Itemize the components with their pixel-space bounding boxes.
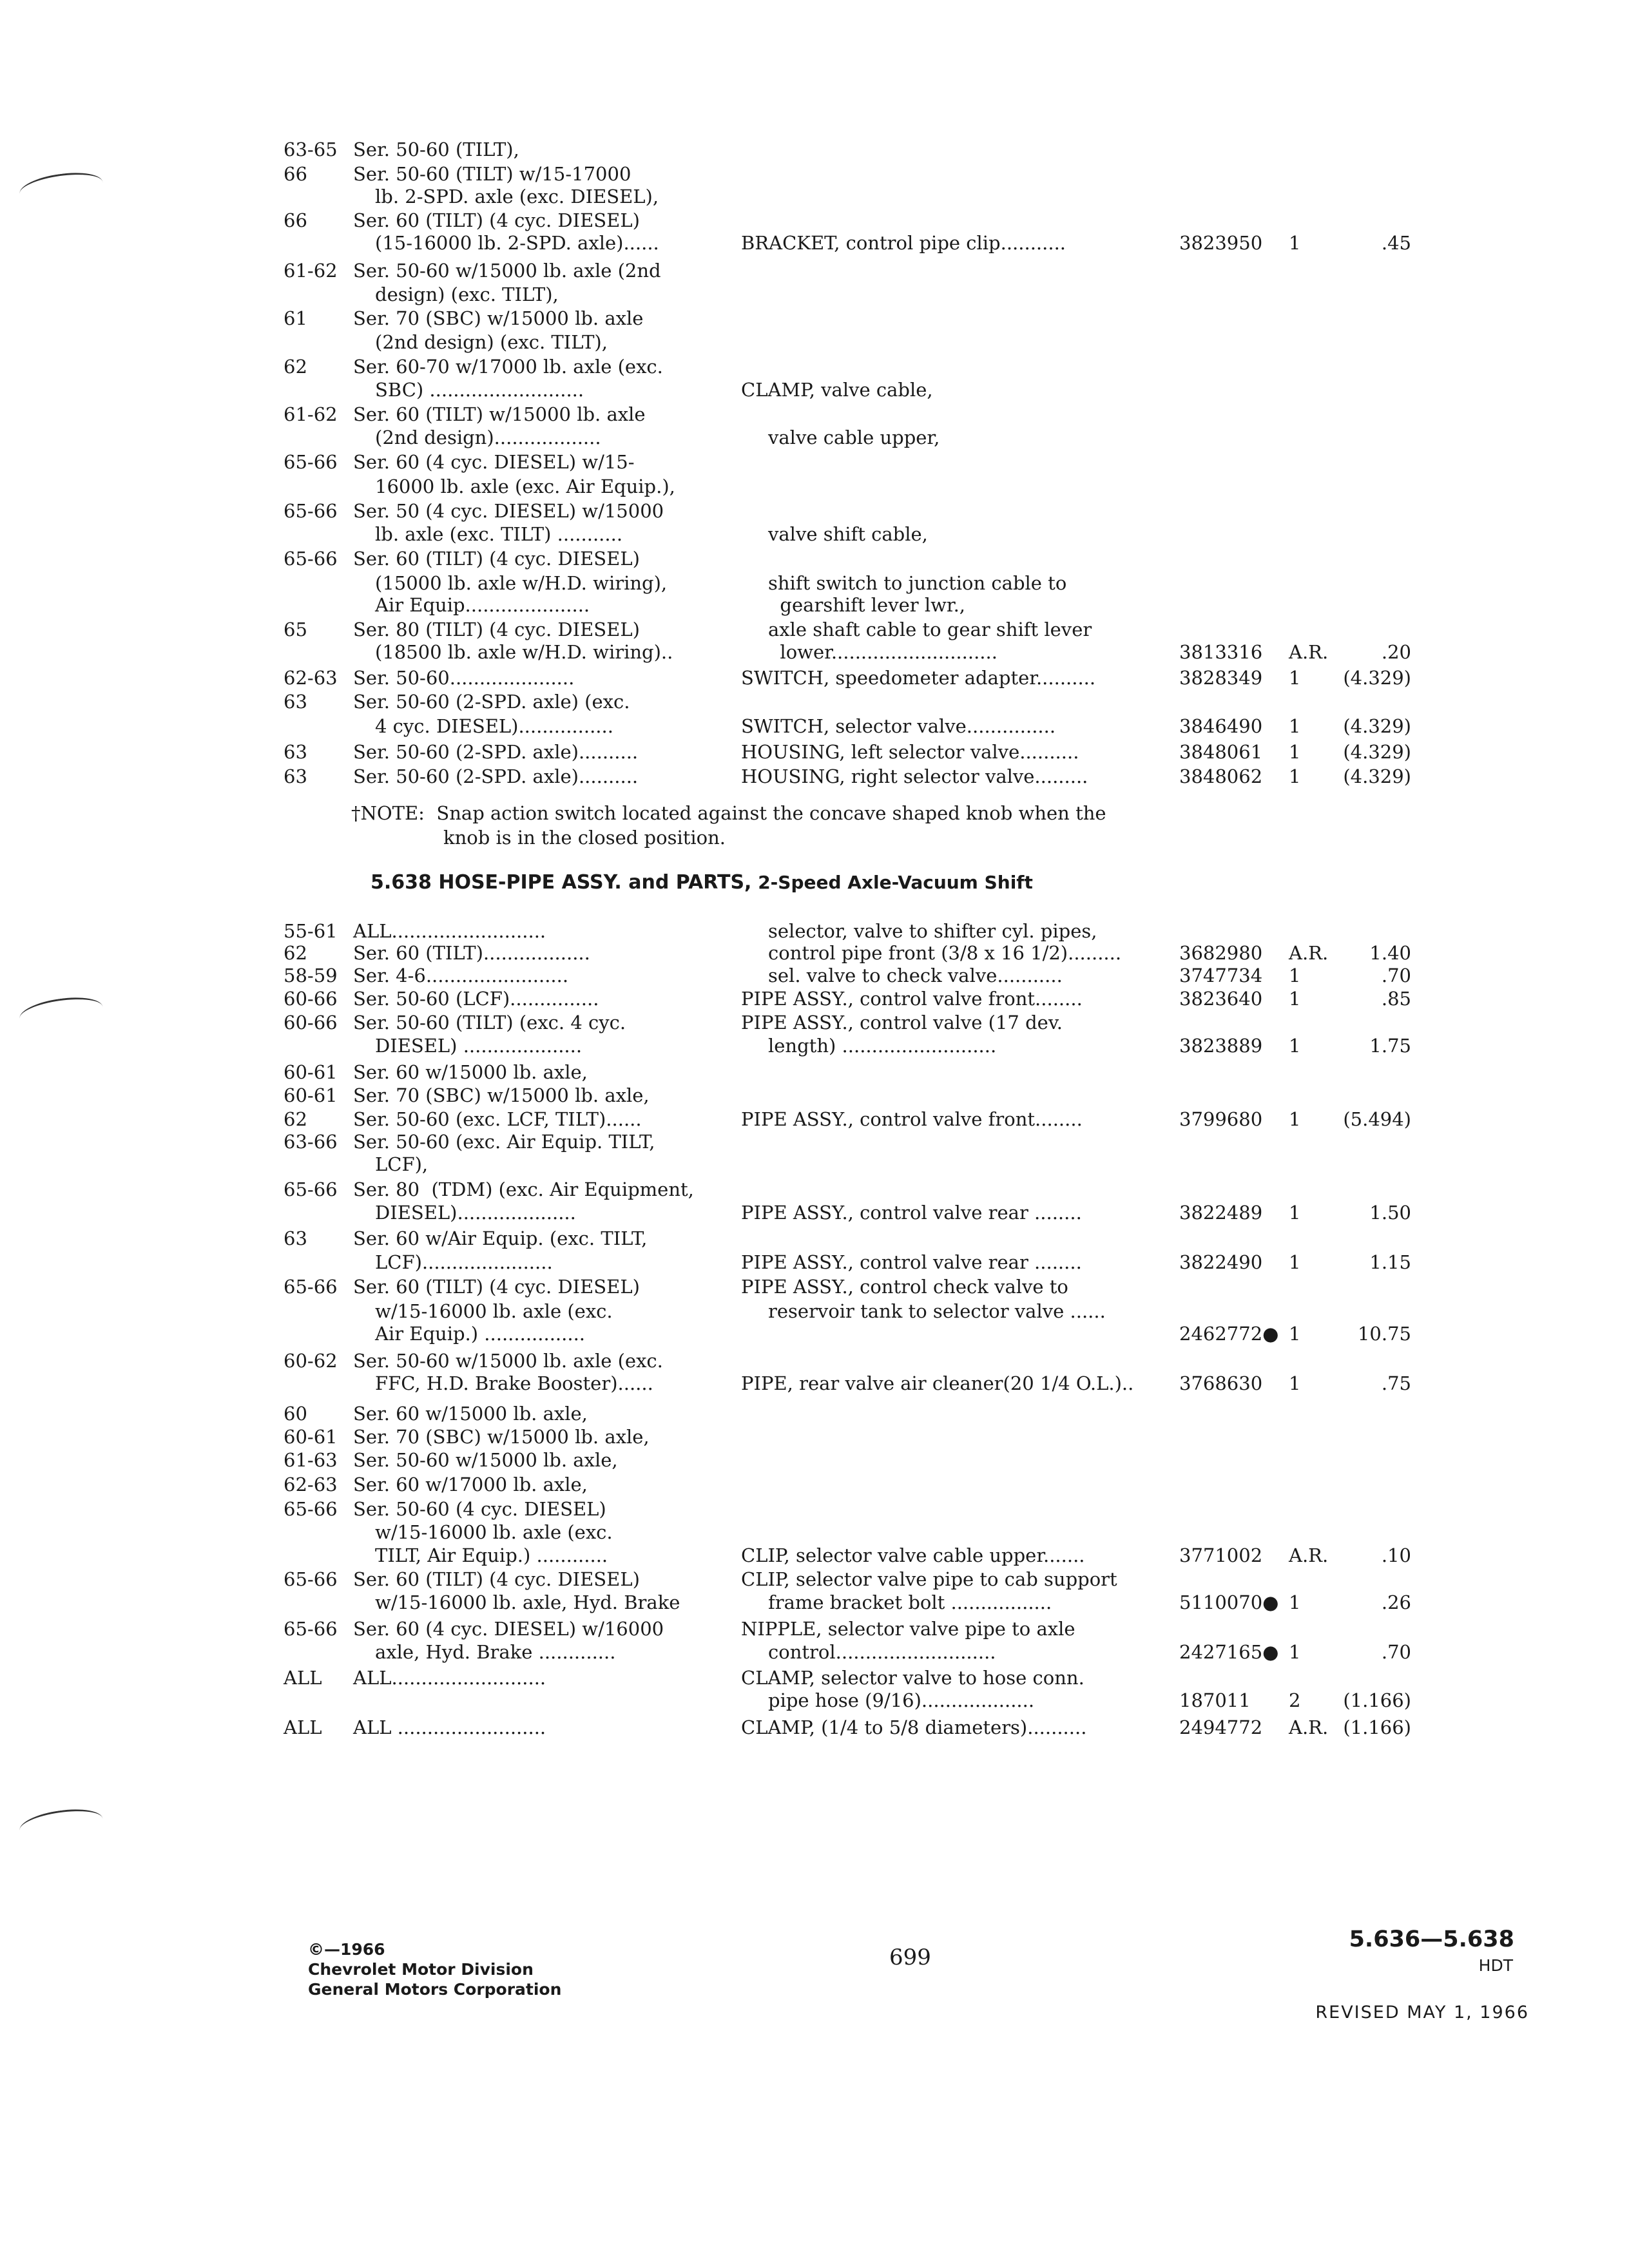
revised-date: REVISED MAY 1, 1966 [1315,2003,1529,2023]
application-cell: lb. axle (exc. TILT) ........... [375,523,623,545]
application-cell: Ser. 50-60 (TILT) (exc. 4 cyc. [353,1012,626,1033]
description-cell: CLAMP, valve cable, [741,379,933,401]
quantity-cell: A.R. [1289,1716,1329,1738]
application-cell: Ser. 50-60 w/15000 lb. axle (2nd [353,260,661,282]
application-cell: Ser. 60 (TILT) (4 cyc. DIESEL) [353,548,640,570]
year-cell: 62 [284,356,307,378]
price-cell: 1.40 [1369,942,1411,964]
year-cell: 62-63 [284,1474,338,1495]
part-number-cell: 2494772 [1179,1716,1263,1738]
year-cell: 63 [284,741,307,763]
year-cell: 65-66 [284,451,338,473]
year-cell: ALL [284,1716,322,1738]
application-cell: (2nd design).................. [375,427,601,448]
part-number-cell: 3846490 [1179,715,1263,737]
description-cell: valve shift cable, [768,523,928,545]
price-cell: (4.329) [1343,715,1411,737]
application-cell: LCF)...................... [375,1251,553,1273]
quantity-cell: A.R. [1289,641,1329,663]
year-cell: 60-62 [284,1350,338,1372]
price-cell: .70 [1381,1641,1411,1663]
application-cell: Ser. 60 (TILT) (4 cyc. DIESEL) [353,209,640,231]
part-number-cell: 3828349 [1179,667,1263,689]
description-cell: CLIP, selector valve pipe to cab support [741,1568,1117,1590]
application-cell: Ser. 60 w/Air Equip. (exc. TILT, [353,1227,648,1249]
application-cell: ALL.......................... [353,920,546,942]
margin-mark [18,993,105,1032]
description-cell: SWITCH, selector valve............... [741,715,1056,737]
application-cell: Ser. 60 w/17000 lb. axle, [353,1474,588,1495]
part-number-cell: 3848062 [1179,765,1263,787]
application-cell: Ser. 60 (TILT) (4 cyc. DIESEL) [353,1276,640,1298]
application-cell: Ser. 70 (SBC) w/15000 lb. axle, [353,1084,650,1106]
application-cell: Ser. 80 (TDM) (exc. Air Equipment, [353,1178,694,1200]
quantity-cell: 1 [1289,965,1301,986]
application-cell: (15-16000 lb. 2-SPD. axle)...... [375,232,659,254]
note-line-2: knob is in the closed position. [443,827,726,849]
description-cell: axle shaft cable to gear shift lever [768,619,1092,640]
description-cell: PIPE, rear valve air cleaner(20 1/4 O.L.).. [741,1372,1134,1394]
description-cell: SWITCH, speedometer adapter.......... [741,667,1096,689]
quantity-cell: 1 [1289,1108,1301,1130]
application-cell: design) (exc. TILT), [375,284,559,305]
application-cell: Air Equip..................... [375,594,590,616]
part-number-cell: 187011 [1179,1689,1251,1711]
price-cell: .85 [1381,988,1411,1010]
application-cell: Ser. 60 (TILT).................. [353,942,590,964]
application-cell: Ser. 80 (TILT) (4 cyc. DIESEL) [353,619,640,640]
application-cell: (2nd design) (exc. TILT), [375,331,608,353]
corporation: General Motors Corporation [308,1980,562,1999]
quantity-cell: A.R. [1289,942,1329,964]
description-cell: lower............................ [768,641,998,663]
year-cell: 60-66 [284,988,338,1010]
price-cell: .75 [1381,1372,1411,1394]
year-cell: 60-66 [284,1012,338,1033]
quantity-cell: 1 [1289,1035,1301,1057]
part-number-cell: 5110070● [1179,1591,1279,1613]
price-cell: 1.15 [1369,1251,1411,1273]
application-cell: (15000 lb. axle w/H.D. wiring), [375,572,668,594]
description-cell: sel. valve to check valve........... [768,965,1063,986]
description-cell: PIPE ASSY., control valve (17 dev. [741,1012,1063,1033]
quantity-cell: 1 [1289,715,1301,737]
year-cell: 62 [284,1108,307,1130]
price-cell: .45 [1381,232,1411,254]
part-number-cell: 3822489 [1179,1202,1263,1224]
description-cell: BRACKET, control pipe clip........... [741,232,1066,254]
price-cell: (4.329) [1343,667,1411,689]
year-cell: 65-66 [284,1178,338,1200]
section-code: HDT [1478,1956,1513,1975]
description-cell: reservoir tank to selector valve ...... [768,1300,1106,1322]
description-cell: PIPE ASSY., control valve rear ........ [741,1202,1082,1224]
year-cell: 66 [284,209,307,231]
price-cell: (5.494) [1343,1108,1411,1130]
description-cell: frame bracket bolt ................. [768,1591,1052,1613]
quantity-cell: 1 [1289,1323,1301,1345]
description-cell: CLAMP, (1/4 to 5/8 diameters).......... [741,1716,1087,1738]
year-cell: 60-61 [284,1084,338,1106]
year-cell: 61 [284,307,307,329]
part-number-cell: 3682980 [1179,942,1263,964]
description-cell: pipe hose (9/16)................... [768,1689,1035,1711]
part-number-cell: 3768630 [1179,1372,1263,1394]
application-cell: Ser. 50-60 w/15000 lb. axle, [353,1449,618,1471]
year-cell: 62 [284,942,307,964]
price-cell: (1.166) [1343,1689,1411,1711]
description-cell: NIPPLE, selector valve pipe to axle [741,1618,1075,1640]
year-cell: 60-61 [284,1061,338,1083]
page-number: 699 [889,1945,931,1970]
application-cell: DIESEL) .................... [375,1035,583,1057]
quantity-cell: 1 [1289,1202,1301,1224]
application-cell: Ser. 4-6........................ [353,965,569,986]
quantity-cell: 1 [1289,1251,1301,1273]
price-cell: 1.50 [1369,1202,1411,1224]
price-cell: .10 [1381,1544,1411,1566]
year-cell: 61-62 [284,260,338,282]
application-cell: 4 cyc. DIESEL)................ [375,715,613,737]
price-cell: .70 [1381,965,1411,986]
application-cell: Ser. 50-60 (2-SPD. axle).......... [353,741,639,763]
application-cell: w/15-16000 lb. axle, Hyd. Brake [375,1591,680,1613]
section-heading-subtitle: 2-Speed Axle-Vacuum Shift [751,872,1033,893]
description-cell: valve cable upper, [768,427,940,448]
application-cell: w/15-16000 lb. axle (exc. [375,1521,613,1543]
application-cell: Ser. 60 w/15000 lb. axle, [353,1061,588,1083]
description-cell: PIPE ASSY., control valve rear ........ [741,1251,1082,1273]
year-cell: 63-65 [284,139,338,160]
application-cell: FFC, H.D. Brake Booster)...... [375,1372,653,1394]
part-number-cell: 3822490 [1179,1251,1263,1273]
application-cell: Ser. 60 (TILT) w/15000 lb. axle [353,403,646,425]
section-heading-title: 5.638 HOSE-PIPE ASSY. and PARTS, [371,871,752,894]
price-cell: (4.329) [1343,765,1411,787]
application-cell: ALL.......................... [353,1667,546,1689]
note-line-1: †NOTE: Snap action switch located against the concave shaped knob when the [351,802,1106,824]
description-cell: selector, valve to shifter cyl. pipes, [768,920,1097,942]
application-cell: ALL ......................... [353,1716,546,1738]
description-cell: PIPE ASSY., control valve front........ [741,988,1083,1010]
quantity-cell: A.R. [1289,1544,1329,1566]
quantity-cell: 1 [1289,1641,1301,1663]
description-cell: HOUSING, left selector valve.......... [741,741,1079,763]
application-cell: SBC) .......................... [375,379,584,401]
application-cell: LCF), [375,1153,429,1175]
description-cell: CLAMP, selector valve to hose conn. [741,1667,1084,1689]
quantity-cell: 2 [1289,1689,1301,1711]
part-number-cell: 2427165● [1179,1641,1279,1663]
application-cell: DIESEL).................... [375,1202,576,1224]
description-cell: shift switch to junction cable to [768,572,1067,594]
year-cell: 65 [284,619,307,640]
division: Chevrolet Motor Division [308,1960,534,1979]
margin-mark [18,168,105,207]
application-cell: Air Equip.) ................. [375,1323,586,1345]
application-cell: w/15-16000 lb. axle (exc. [375,1300,613,1322]
price-cell: 10.75 [1357,1323,1411,1345]
part-number-cell: 3848061 [1179,741,1263,763]
application-cell: Ser. 50-60 (TILT) w/15-17000 [353,163,631,185]
description-cell: PIPE ASSY., control check valve to [741,1276,1068,1298]
application-cell: Ser. 50-60 w/15000 lb. axle (exc. [353,1350,663,1372]
quantity-cell: 1 [1289,1591,1301,1613]
part-number-cell: 3799680 [1179,1108,1263,1130]
year-cell: 63 [284,691,307,713]
application-cell: Ser. 50-60 (4 cyc. DIESEL) [353,1498,606,1520]
part-number-cell: 3823950 [1179,232,1263,254]
application-cell: Ser. 60-70 w/17000 lb. axle (exc. [353,356,663,378]
year-cell: 61-62 [284,403,338,425]
price-cell: .26 [1381,1591,1411,1613]
description-cell: PIPE ASSY., control valve front........ [741,1108,1083,1130]
section-heading [371,871,1033,894]
description-cell: control........................... [768,1641,996,1663]
year-cell: 62-63 [284,667,338,689]
year-cell: 55-61 [284,920,338,942]
application-cell: Ser. 50-60 (exc. LCF, TILT)...... [353,1108,642,1130]
application-cell: Ser. 50-60 (TILT), [353,139,519,160]
year-cell: 63-66 [284,1131,338,1153]
quantity-cell: 1 [1289,741,1301,763]
application-cell: (18500 lb. axle w/H.D. wiring).. [375,641,673,663]
application-cell: Ser. 50-60 (2-SPD. axle) (exc. [353,691,630,713]
application-cell: Ser. 60 w/15000 lb. axle, [353,1403,588,1425]
quantity-cell: 1 [1289,667,1301,689]
price-cell: (4.329) [1343,741,1411,763]
quantity-cell: 1 [1289,988,1301,1010]
price-cell: (1.166) [1343,1716,1411,1738]
part-number-cell: 3823640 [1179,988,1263,1010]
application-cell: Ser. 70 (SBC) w/15000 lb. axle [353,307,644,329]
description-cell: gearshift lever lwr., [768,594,966,616]
copyright: ©—1966 [308,1940,385,1959]
year-cell: 65-66 [284,1618,338,1640]
part-number-cell: 3813316 [1179,641,1263,663]
application-cell: Ser. 50-60 (2-SPD. axle).......... [353,765,639,787]
price-cell: .20 [1381,641,1411,663]
application-cell: Ser. 50 (4 cyc. DIESEL) w/15000 [353,500,664,522]
quantity-cell: 1 [1289,765,1301,787]
application-cell: Ser. 70 (SBC) w/15000 lb. axle, [353,1426,650,1448]
application-cell: Ser. 50-60 (LCF)............... [353,988,599,1010]
application-cell: axle, Hyd. Brake ............. [375,1641,616,1663]
year-cell: ALL [284,1667,322,1689]
part-number-cell: 2462772● [1179,1323,1279,1345]
year-cell: 63 [284,765,307,787]
quantity-cell: 1 [1289,1372,1301,1394]
application-cell: TILT, Air Equip.) ............ [375,1544,608,1566]
description-cell: HOUSING, right selector valve......... [741,765,1088,787]
application-cell: Ser. 60 (4 cyc. DIESEL) w/16000 [353,1618,664,1640]
quantity-cell: 1 [1289,232,1301,254]
description-cell: CLIP, selector valve cable upper....... [741,1544,1085,1566]
application-cell: 16000 lb. axle (exc. Air Equip.), [375,476,675,497]
year-cell: 60-61 [284,1426,338,1448]
year-cell: 65-66 [284,1276,338,1298]
year-cell: 61-63 [284,1449,338,1471]
year-cell: 63 [284,1227,307,1249]
application-cell: Ser. 50-60 (exc. Air Equip. TILT, [353,1131,655,1153]
year-cell: 65-66 [284,1568,338,1590]
year-cell: 65-66 [284,548,338,570]
year-cell: 58-59 [284,965,338,986]
price-cell: 1.75 [1369,1035,1411,1057]
publisher-block [308,1939,561,1999]
year-cell: 66 [284,163,307,185]
part-number-cell: 3823889 [1179,1035,1263,1057]
year-cell: 65-66 [284,500,338,522]
year-cell: 60 [284,1403,307,1425]
application-cell: Ser. 60 (TILT) (4 cyc. DIESEL) [353,1568,640,1590]
part-number-cell: 3771002 [1179,1544,1263,1566]
year-cell: 65-66 [284,1498,338,1520]
description-cell: control pipe front (3/8 x 16 1/2)......... [768,942,1122,964]
margin-mark [18,1805,105,1844]
section-range: 5.636—5.638 [1349,1927,1514,1952]
description-cell: length) .......................... [768,1035,997,1057]
application-cell: Ser. 50-60..................... [353,667,575,689]
part-number-cell: 3747734 [1179,965,1263,986]
application-cell: lb. 2-SPD. axle (exc. DIESEL), [375,186,659,207]
application-cell: Ser. 60 (4 cyc. DIESEL) w/15- [353,451,635,473]
